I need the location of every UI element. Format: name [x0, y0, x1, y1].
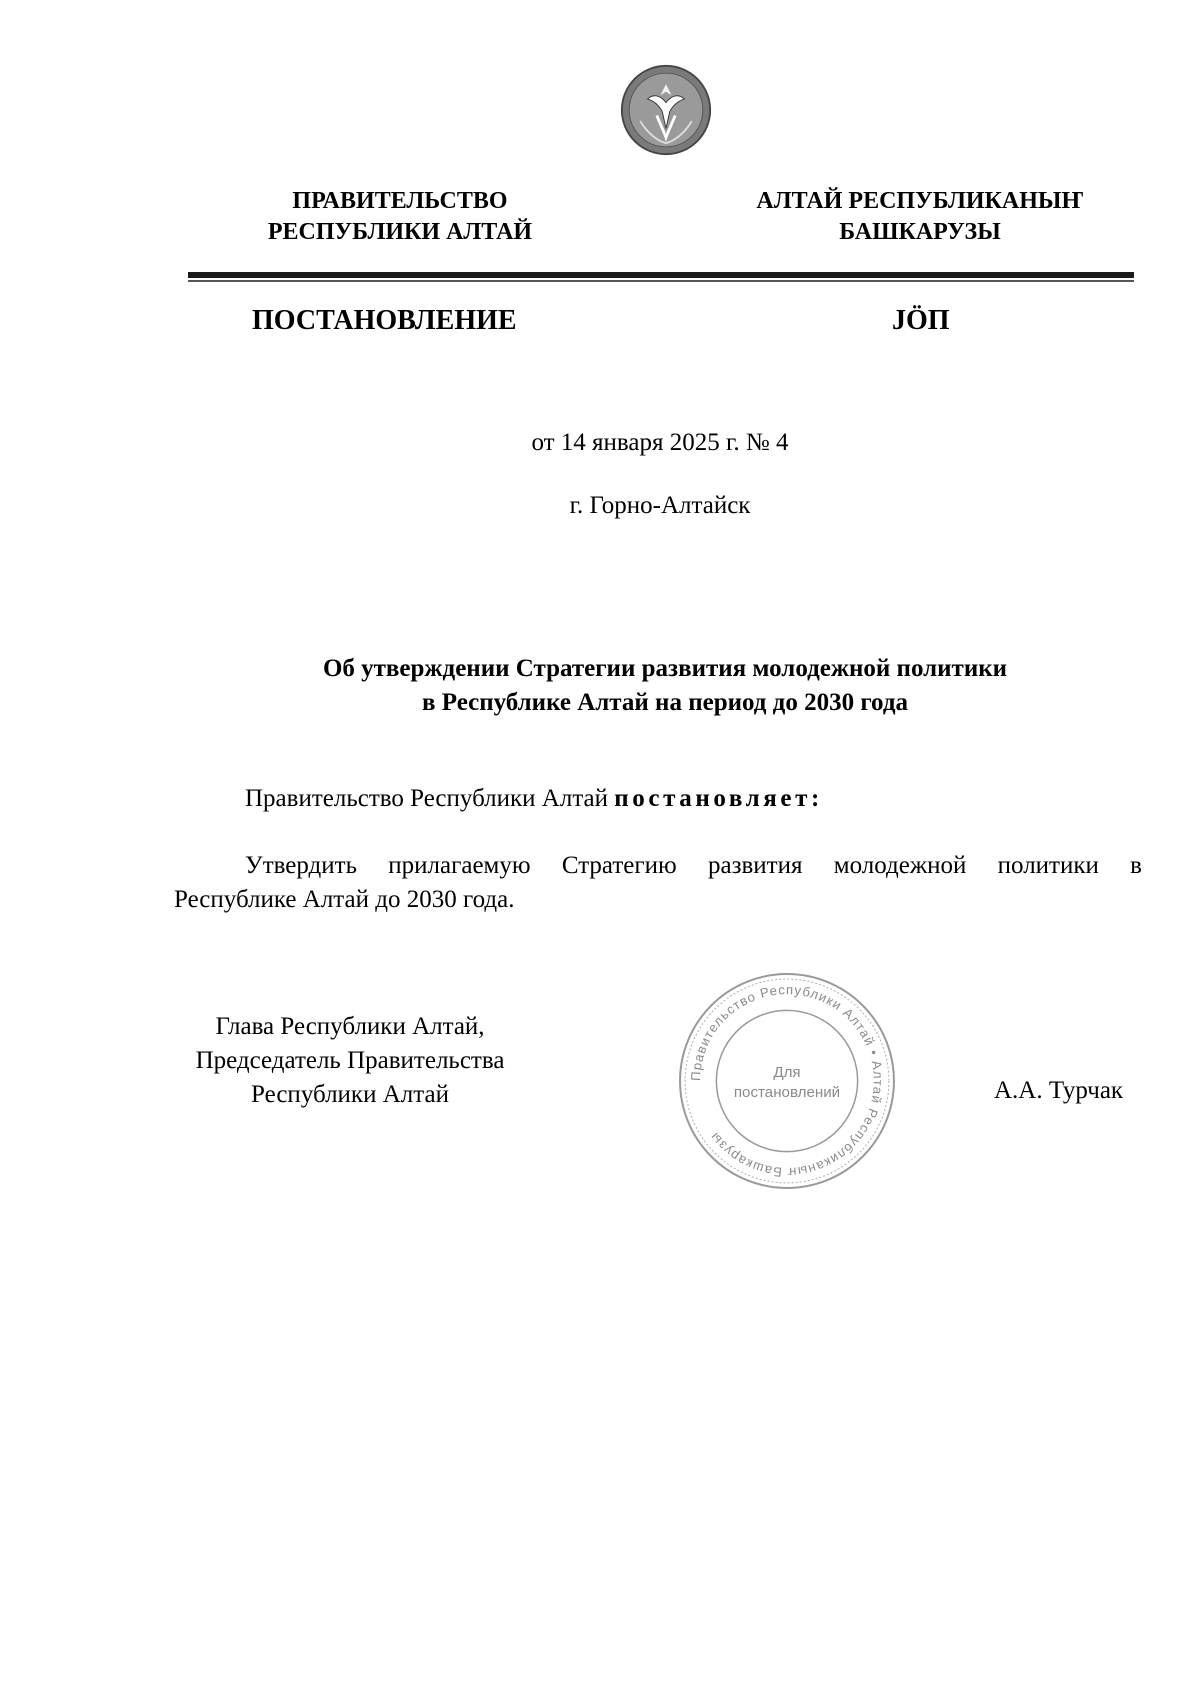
resolution-subject: Правительство Республики Алтай: [245, 785, 615, 812]
seal-center-line: постановлений: [733, 1084, 841, 1102]
title-line: в Республике Алтай на период до 2030 года: [422, 689, 908, 716]
body-line: Утвердить прилагаемую Стратегию развития молодежной политики в: [245, 852, 1142, 879]
resolution-clause: [245, 784, 823, 814]
body-paragraph: [174, 849, 1142, 917]
org-name-line: РЕСПУБЛИКИ АЛТАЙ: [267, 219, 533, 245]
header-divider-thin: [188, 280, 1134, 282]
signer-title: [160, 1010, 540, 1112]
doc-type-russian: ПОСТАНОВЛЕНИЕ: [252, 305, 517, 336]
signer-line: Председатель Правительства: [195, 1047, 505, 1074]
signatory-name: А.А. Турчак: [994, 1077, 1124, 1104]
header-divider: [188, 272, 1134, 278]
official-seal: [676, 970, 898, 1192]
document-city: г. Горно-Алтайск: [569, 492, 751, 519]
org-name-line: ПРАВИТЕЛЬСТВО: [292, 188, 508, 214]
body-line: Республике Алтай до 2030 года.: [174, 886, 515, 913]
title-line: Об утверждении Стратегии развития молодежной политики: [322, 655, 1008, 682]
signer-line: Глава Республики Алтай,: [215, 1013, 485, 1040]
document-date-number: от 14 января 2025 г. № 4: [531, 429, 789, 456]
document-title: [170, 652, 1160, 720]
org-name-russian: [240, 186, 560, 248]
org-name-line: АЛТАЙ РЕСПУБЛИКАНЫҤ: [756, 188, 1084, 214]
org-name-line: БАШКАРУЗЫ: [839, 219, 1001, 245]
seal-center-line: Для: [773, 1063, 801, 1081]
seal-ring-text: Правительство Республики Алтай • Алтай Республиканыҥ Башкарузы: [688, 982, 886, 1180]
coat-of-arms-icon: [620, 64, 712, 156]
resolution-verb: постановляет:: [614, 785, 823, 812]
doc-type-altai: JÖП: [892, 305, 950, 336]
org-name-altai: [730, 186, 1110, 248]
signer-line: Республики Алтай: [251, 1081, 449, 1108]
